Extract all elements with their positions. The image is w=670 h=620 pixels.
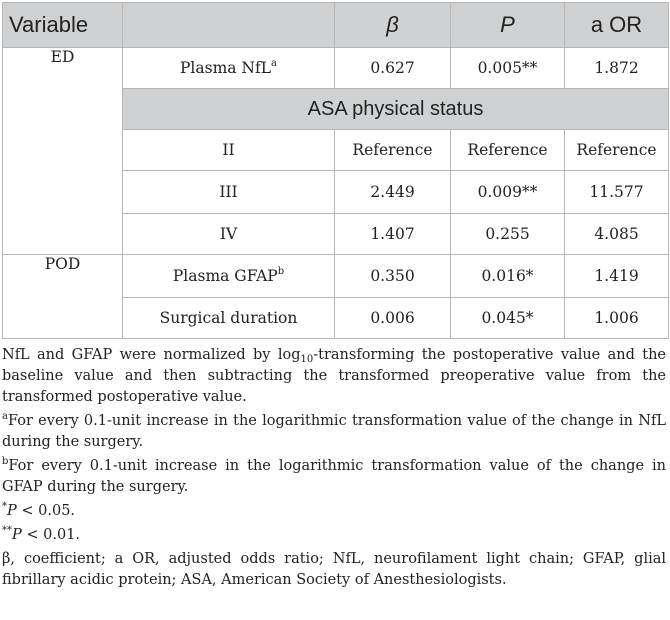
header-p: P (451, 3, 565, 48)
footnote-mark: a (2, 411, 8, 422)
section-header: ASA physical status (123, 89, 669, 130)
row-label (123, 48, 335, 89)
note-b (2, 456, 666, 498)
table-footnotes (2, 345, 666, 591)
footnote-mark: * (2, 501, 7, 512)
note-text: For every 0.1-unit increase in the logarithmic transformation value of the change in GFAP during the surgery. (2, 458, 666, 495)
beta-cell: 0.006 (335, 298, 451, 339)
p-cell: 0.255 (451, 214, 565, 255)
results-table (2, 2, 669, 339)
note-sig2 (2, 525, 666, 546)
group-pod: POD (3, 255, 123, 339)
beta-cell: Reference (335, 130, 451, 171)
table-row (3, 255, 669, 298)
p-symbol: P (7, 503, 17, 519)
row-label: II (123, 130, 335, 171)
p-cell: 0.009** (451, 171, 565, 214)
row-label-text: Plasma GFAP (172, 267, 278, 285)
note-text: < 0.05. (16, 503, 76, 519)
header-row (3, 3, 669, 48)
footnote-mark: b (277, 265, 285, 277)
header-empty (123, 3, 335, 48)
p-symbol: P (12, 527, 22, 543)
p-cell: Reference (451, 130, 565, 171)
p-cell: 0.045* (451, 298, 565, 339)
footnote-mark: b (2, 456, 9, 467)
beta-cell: 0.350 (335, 255, 451, 298)
aor-cell: Reference (565, 130, 669, 171)
p-cell: 0.005** (451, 48, 565, 89)
row-label (123, 255, 335, 298)
p-cell: 0.016* (451, 255, 565, 298)
aor-cell: 11.577 (565, 171, 669, 214)
footnote-mark: ** (2, 525, 12, 536)
row-label: III (123, 171, 335, 214)
group-ed: ED (3, 48, 123, 255)
row-label-text: Plasma NfL (179, 59, 272, 77)
note-normalization (2, 345, 666, 408)
note-text: < 0.01. (21, 527, 81, 543)
note-text: -transforming the postoperative value and the baseline value and then subtracting the transformed preoperative value from the transformed postoperative value. (2, 347, 666, 405)
beta-cell: 2.449 (335, 171, 451, 214)
table-row (3, 48, 669, 89)
footnote-mark: a (271, 57, 277, 69)
note-text: NfL and GFAP were normalized by log (2, 347, 301, 363)
aor-cell: 1.419 (565, 255, 669, 298)
note-text: For every 0.1-unit increase in the logarithmic transformation value of the change in NfL during the surgery. (2, 413, 666, 450)
note-a (2, 411, 666, 453)
note-sig1 (2, 501, 666, 522)
note-abbreviations: β, coefficient; a OR, adjusted odds ratio; NfL, neurofilament light chain; GFAP, glial fibrillary acidic protein; ASA, American Society of Anesthesiologists. (2, 551, 666, 588)
subscript: 10 (300, 354, 314, 365)
row-label: Surgical duration (123, 298, 335, 339)
row-label: IV (123, 214, 335, 255)
beta-cell: 1.407 (335, 214, 451, 255)
beta-cell: 0.627 (335, 48, 451, 89)
aor-cell: 4.085 (565, 214, 669, 255)
header-variable: Variable (3, 3, 123, 48)
aor-cell: 1.006 (565, 298, 669, 339)
header-aor: a OR (565, 3, 669, 48)
aor-cell: 1.872 (565, 48, 669, 89)
header-beta: β (335, 3, 451, 48)
